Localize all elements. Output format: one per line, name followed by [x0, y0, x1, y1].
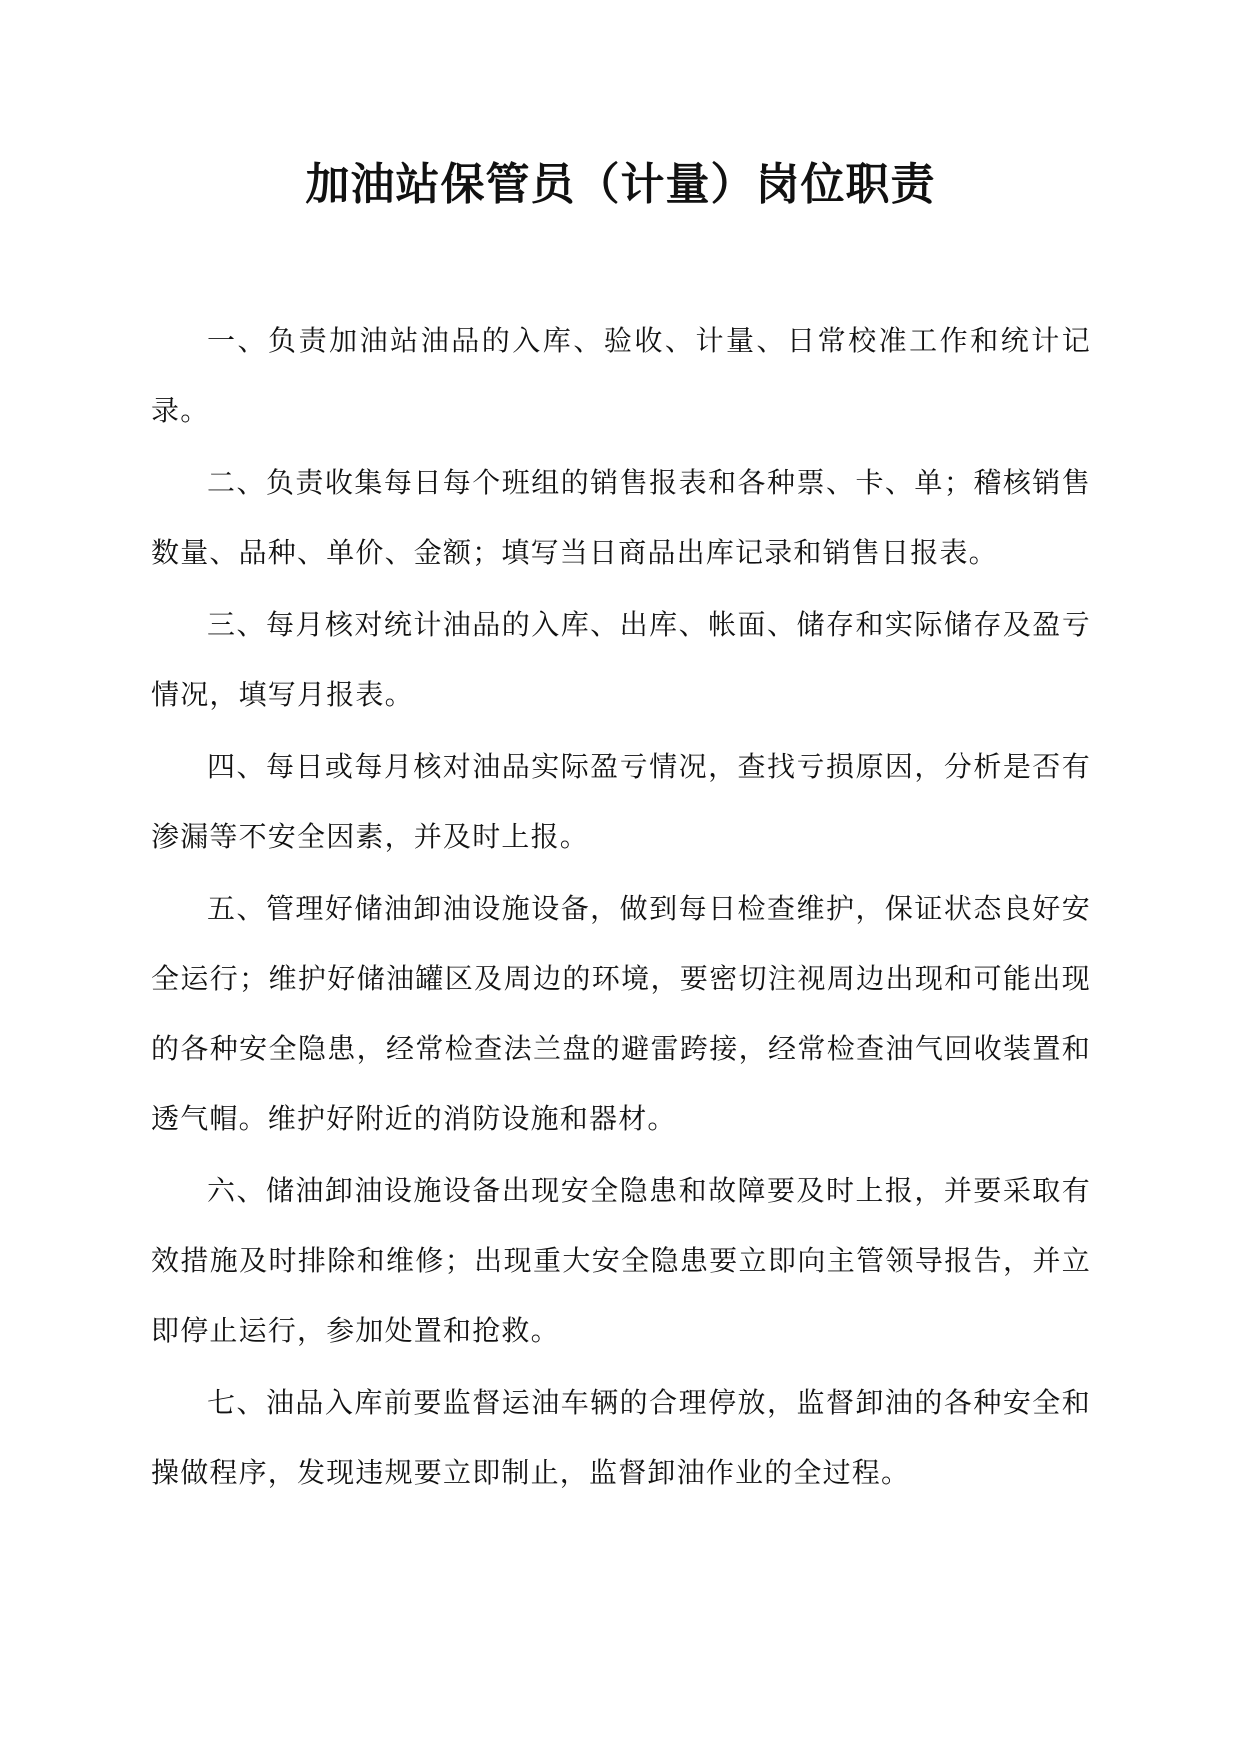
paragraph-2: 二、负责收集每日每个班组的销售报表和各种票、卡、单；稽核销售数量、品种、单价、金额；填写当日商品出库记录和销售日报表。: [151, 466, 1091, 569]
paragraph-4: 四、每日或每月核对油品实际盈亏情况，查找亏损原因，分析是否有渗漏等不安全因素，并及时上报。: [151, 750, 1091, 853]
document-body: [151, 306, 1091, 1510]
paragraph-6: 六、储油卸油设施设备出现安全隐患和故障要及时上报，并要采取有效措施及时排除和维修；出现重大安全隐患要立即向主管领导报告，并立即停止运行，参加处置和抢救。: [151, 1174, 1091, 1347]
paragraph-5: 五、管理好储油卸油设施设备，做到每日检查维护，保证状态良好安全运行；维护好储油罐区及周边的环境，要密切注视周边出现和可能出现的各种安全隐患，经常检查法兰盘的避雷跨接，经常检查油气回收装置和透气帽。维护好附近的消防设施和器材。: [151, 892, 1091, 1135]
paragraph-1: 一、负责加油站油品的入库、验收、计量、日常校准工作和统计记录。: [151, 324, 1091, 427]
document-title: 加油站保管员（计量）岗位职责: [305, 159, 936, 210]
paragraph-7: 七、油品入库前要监督运油车辆的合理停放，监督卸油的各种安全和操做程序，发现违规要立即制止，监督卸油作业的全过程。: [151, 1386, 1091, 1489]
paragraph-3: 三、每月核对统计油品的入库、出库、帐面、储存和实际储存及盈亏情况，填写月报表。: [151, 608, 1091, 711]
